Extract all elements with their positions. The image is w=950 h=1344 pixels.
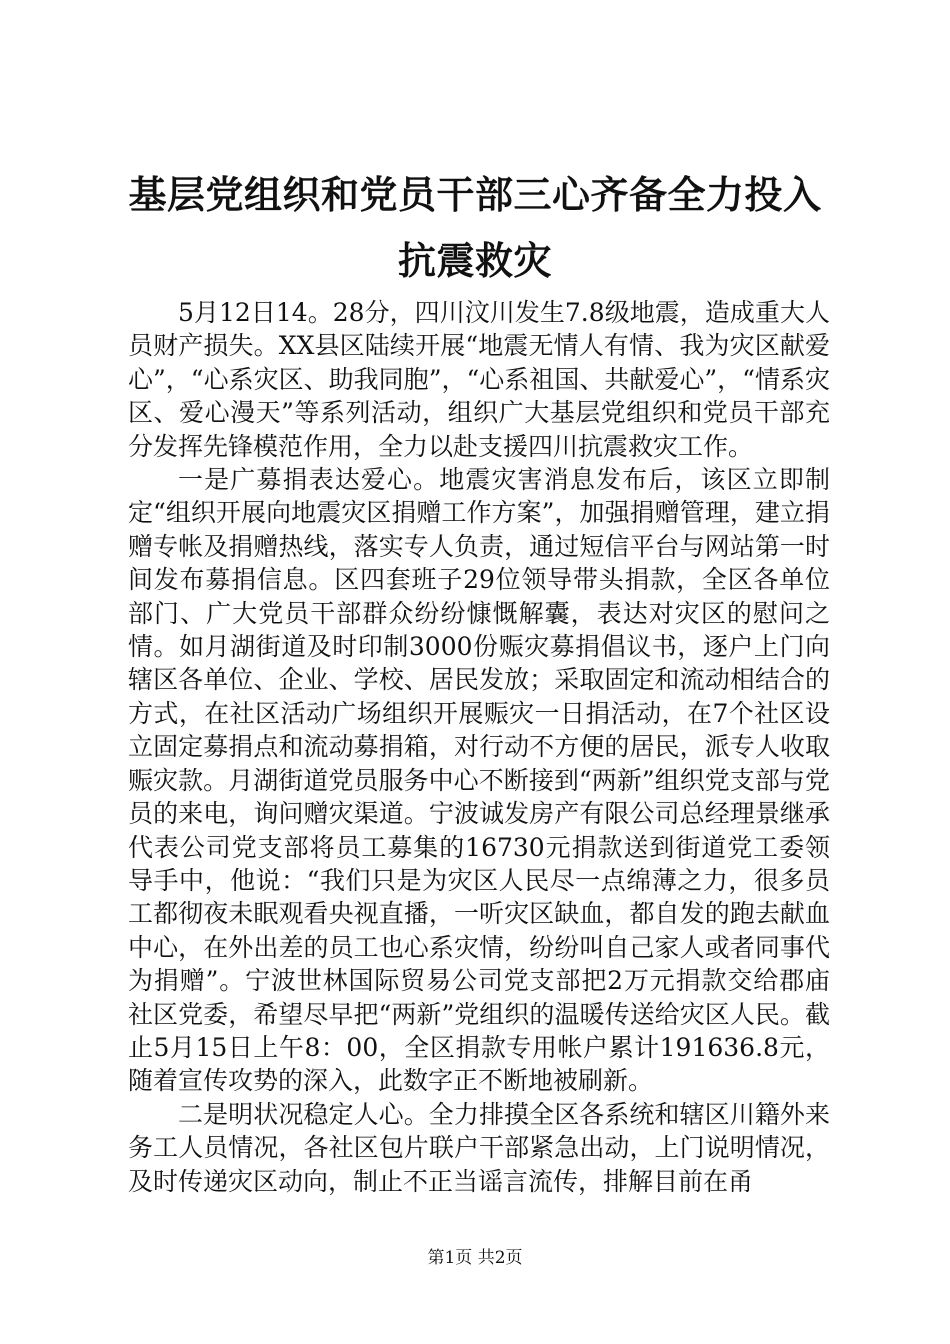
document-title: 基层党组织和党员干部三心齐备全力投入抗震救灾 [128, 173, 822, 283]
paragraph-intro: 5月12日14。28分，四川汶川发生7.8级地震，造成重大人员财产损失。XX县区陆续开展“地震无情人有情、我为灾区献爱心”，“心系灾区、助我同胞”，“心系祖国、共献爱心”，“情系灾区、爱心漫天”等系列活动，组织广大基层党组织和党员干部充分发挥先锋模范作用，全力以赴支援四川抗震救灾工作。 [128, 298, 830, 461]
paragraph-donation: 一是广募捐表达爱心。地震灾害消息发布后，该区立即制定“组织开展向地震灾区捐赠工作方案”，加强捐赠管理，建立捐赠专帐及捐赠热线，落实专人负责，通过短信平台与网站第一时间发布募捐信息。区四套班子29位领导带头捐款，全区各单位部门、广大党员干部群众纷纷慷慨解囊，表达对灾区的慰问之情。如月湖街道及时印制3000份赈灾募捐倡议书，逐户上门向辖区各单位、企业、学校、居民发放；采取固定和流动相结合的方式，在社区活动广场组织开展赈灾一日捐活动，在7个社区设立固定募捐点和流动募捐箱，对行动不方便的居民，派专人收取赈灾款。月湖街道党员服务中心不断接到“两新”组织党支部与党员的来电，询问赠灾渠道。宁波诚发房产有限公司总经理景继承代表公司党支部将员工募集的16730元捐款送到街道党工委领导手中，他说：“我们只是为灾区人民尽一点绵薄之力，很多员工都彻夜未眠观看央视直播，一听灾区缺血，都自发的跑去献血中心，在外出差的员工也心系灾情，纷纷叫自己家人或者同事代为捐赠”。宁波世林国际贸易公司党支部把2万元捐款交给郡庙社区党委，希望尽早把“两新”党组织的温暖传送给灾区人民。截止5月15日上午8：00，全区捐款专用帐户累计191636.8元，随着宣传攻势的深入，此数字正不断地被刷新。 [128, 465, 830, 1096]
page-number-footer: 第1页 共2页 [427, 1248, 523, 1268]
paragraph-stabilize: 二是明状况稳定人心。全力排摸全区各系统和辖区川籍外来务工人员情况，各社区包片联户干部紧急出动，上门说明情况，及时传递灾区动向，制止不正当谣言流传，排解目前在甬 [128, 1099, 830, 1196]
document-body [128, 296, 830, 1198]
